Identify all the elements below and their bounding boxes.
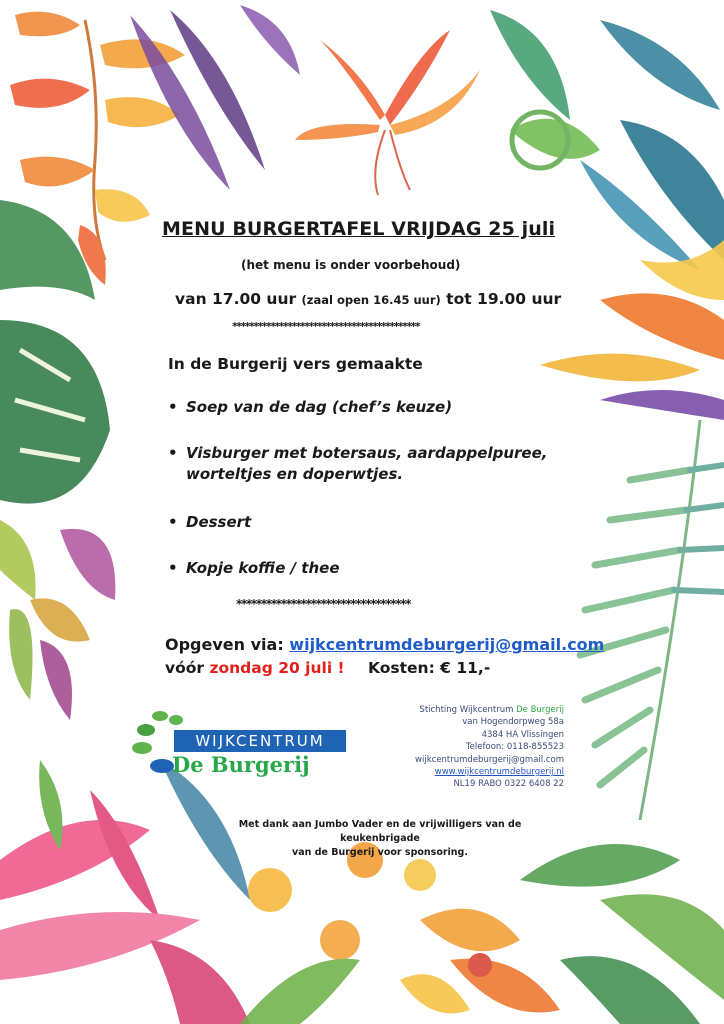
thanks-line-1: Met dank aan Jumbo Vader en de vrijwilligers van de keukenbrigade: [238, 819, 522, 844]
time-info: [175, 290, 561, 308]
street-line: van Hogendorpweg 58a: [462, 717, 564, 728]
contact-block: [415, 704, 564, 791]
org-line: [415, 704, 564, 716]
logo-band-text: WIJKCENTRUM: [174, 730, 346, 752]
bird-of-paradise: [540, 240, 724, 420]
org-prefix: Stichting Wijkcentrum: [419, 705, 514, 715]
deadline-date: zondag 20 juli !: [209, 659, 345, 677]
menu-intro: In de Burgerij vers gemaakte: [168, 355, 423, 373]
menu-item-label-continued: worteltjes en doperwtjes.: [186, 465, 404, 483]
time-to: tot 19.00 uur: [446, 290, 562, 308]
logo-name-text: De Burgerij: [172, 752, 310, 777]
org-name: De Burgerij: [516, 705, 564, 715]
thanks-line-2: van de Burgerij voor sponsoring.: [292, 847, 468, 858]
bullet-icon: •: [168, 444, 178, 462]
contact-email[interactable]: wijkcentrumdeburgerij@gmail.com: [415, 754, 564, 765]
green-palm: [520, 844, 724, 1024]
menu-item-label: Kopje koffie / thee: [186, 559, 340, 577]
fern-leaf: [580, 420, 724, 820]
signup-email-link[interactable]: wijkcentrumdeburgerij@gmail.com: [289, 635, 605, 654]
page-title: MENU BURGERTAFEL VRIJDAG 25 juli: [162, 218, 556, 240]
website-link[interactable]: www.wijkcentrumdeburgerij.nl: [434, 767, 564, 778]
purple-leaves: [130, 5, 300, 190]
pink-lily: [0, 760, 250, 1024]
wijkcentrum-logo: [128, 708, 348, 778]
thanks-note: [205, 818, 555, 860]
divider-bottom: ***********************************: [236, 597, 411, 611]
bullet-icon: •: [168, 559, 178, 577]
time-from: van 17.00 uur: [175, 290, 297, 308]
before-label: vóór: [165, 659, 205, 677]
doors-open: (zaal open 16.45 uur): [301, 293, 441, 307]
disclaimer-text: (het menu is onder voorbehoud): [241, 258, 461, 272]
phone-line: Telefoon: 0118-855523: [465, 742, 564, 753]
menu-item-soup: [168, 397, 452, 418]
menu-item-label: Dessert: [186, 513, 252, 531]
bank-line: NL19 RABO 0322 6408 22: [453, 779, 564, 790]
deadline-line: [165, 659, 490, 677]
signup-line: [165, 635, 604, 654]
signup-label: Opgeven via:: [165, 635, 284, 654]
bullet-icon: •: [168, 398, 178, 416]
menu-item-burger: [168, 443, 547, 485]
yellow-flowers: [240, 842, 436, 1024]
city-line: 4384 HA Vlissingen: [481, 729, 564, 740]
menu-item-dessert: [168, 512, 251, 533]
bullet-icon: •: [168, 513, 178, 531]
menu-item-coffee: [168, 558, 340, 579]
divider-top: ********************************************: [232, 320, 420, 333]
lily-flower: [295, 30, 480, 195]
menu-item-label: Visburger met botersaus, aardappelpuree,: [186, 444, 548, 462]
cost-label: Kosten: € 11,-: [368, 659, 491, 677]
menu-item-label: Soep van de dag (chef’s keuze): [186, 398, 453, 416]
orange-flower: [400, 909, 560, 1014]
